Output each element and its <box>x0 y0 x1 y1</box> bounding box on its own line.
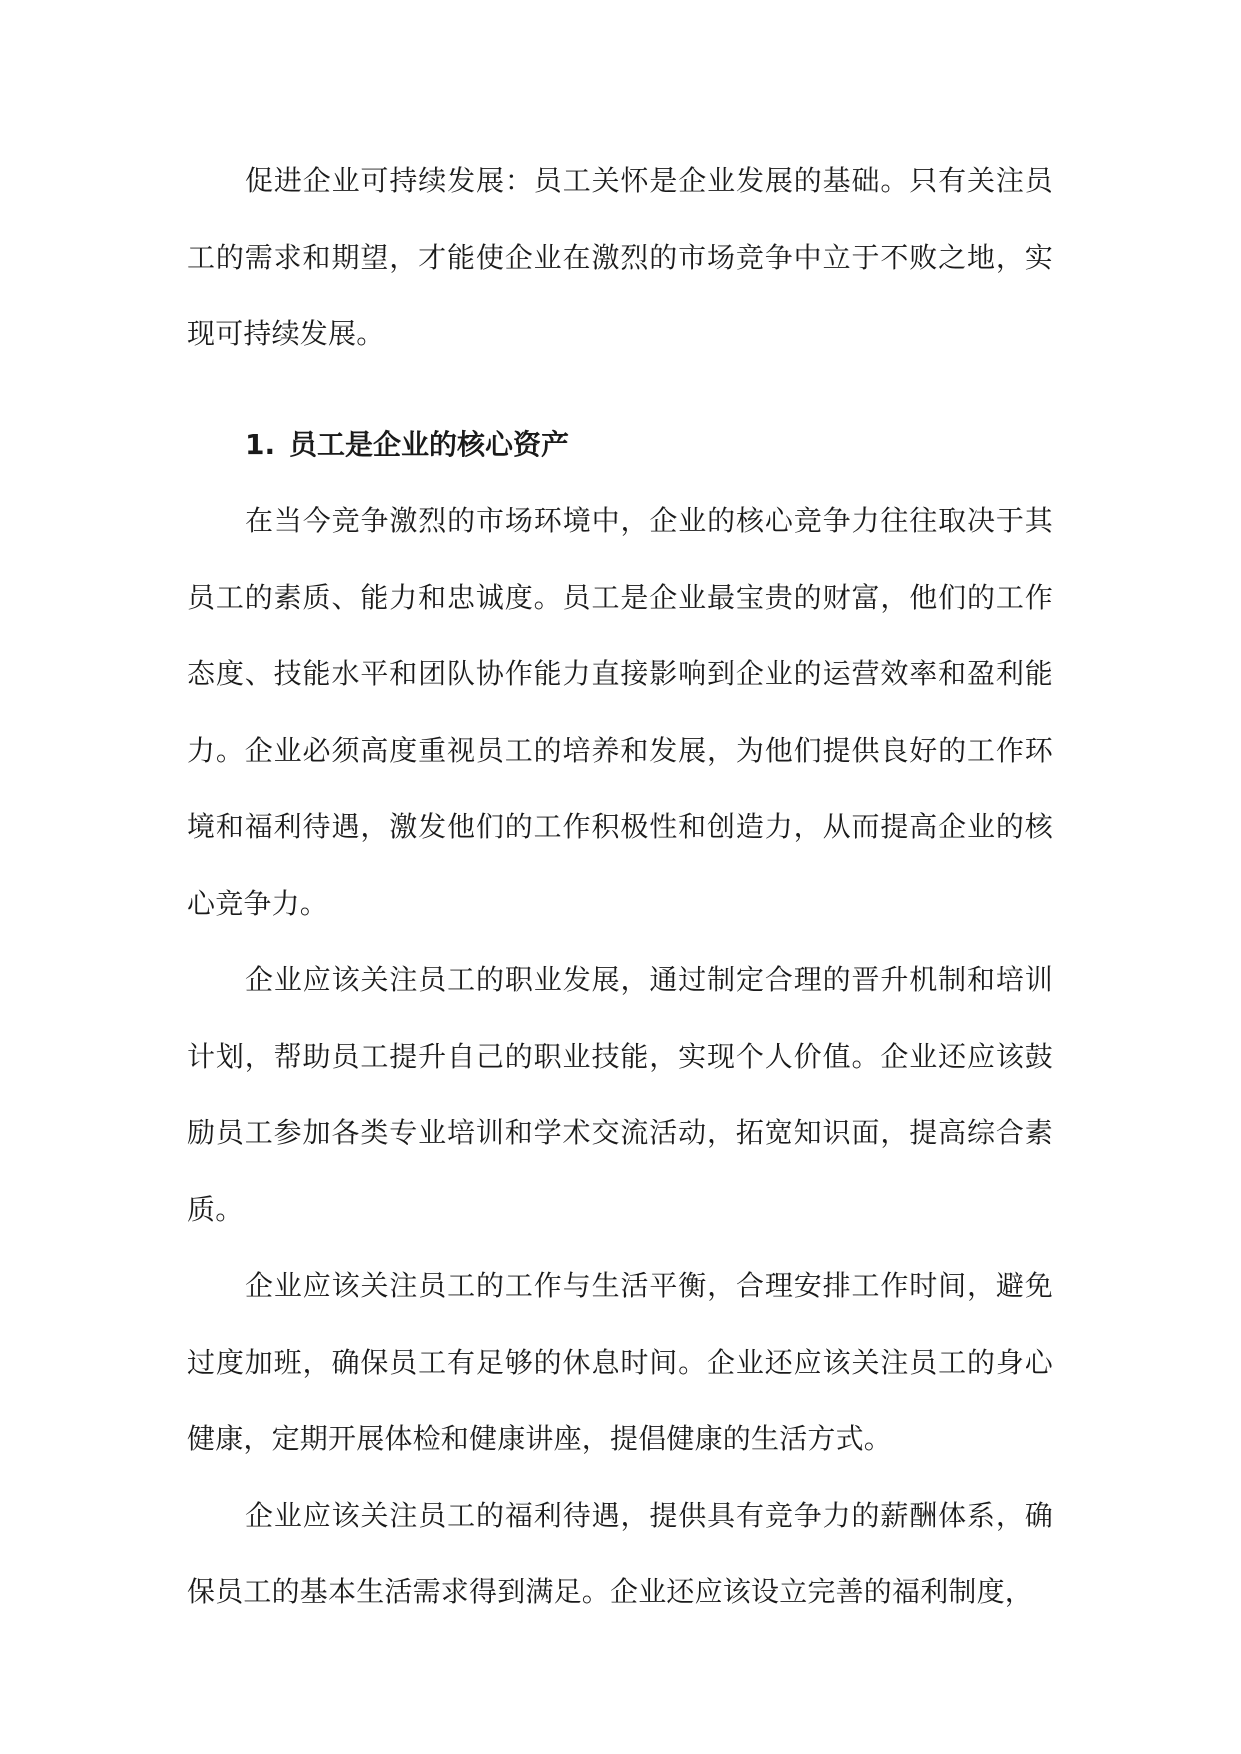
body-paragraph-3: 企业应该关注员工的工作与生活平衡，合理安排工作时间，避免过度加班，确保员工有足够的休息时间。企业还应该关注员工的身心健康，定期开展体检和健康讲座，提倡健康的生活方式。 <box>187 1269 1053 1455</box>
section-title: 员工是企业的核心资产 <box>289 427 570 461</box>
section-heading <box>187 407 1053 484</box>
body-paragraph-1: 在当今竞争激烈的市场环境中，企业的核心竞争力往往取决于其员工的素质、能力和忠诚度。员工是企业最宝贵的财富，他们的工作态度、技能水平和团队协作能力直接影响到企业的运营效率和盈利能力。企业必须高度重视员工的培养和发展，为他们提供良好的工作环境和福利待遇，激发他们的工作积极性和创造力，从而提高企业的核心竞争力。 <box>187 504 1053 920</box>
body-paragraph-2: 企业应该关注员工的职业发展，通过制定合理的晋升机制和培训计划，帮助员工提升自己的职业技能，实现个人价值。企业还应该鼓励员工参加各类专业培训和学术交流活动，拓宽知识面，提高综合素质。 <box>187 963 1053 1226</box>
section-number: 1. <box>245 427 276 461</box>
section-spacer <box>187 373 1053 407</box>
body-paragraph-4: 企业应该关注员工的福利待遇，提供具有竞争力的薪酬体系，确保员工的基本生活需求得到满足。企业还应该设立完善的福利制度， <box>187 1498 1053 1608</box>
intro-paragraph: 促进企业可持续发展：员工关怀是企业发展的基础。只有关注员工的需求和期望，才能使企业在激烈的市场竞争中立于不败之地，实现可持续发展。 <box>187 164 1053 350</box>
document-body <box>187 143 1053 1631</box>
